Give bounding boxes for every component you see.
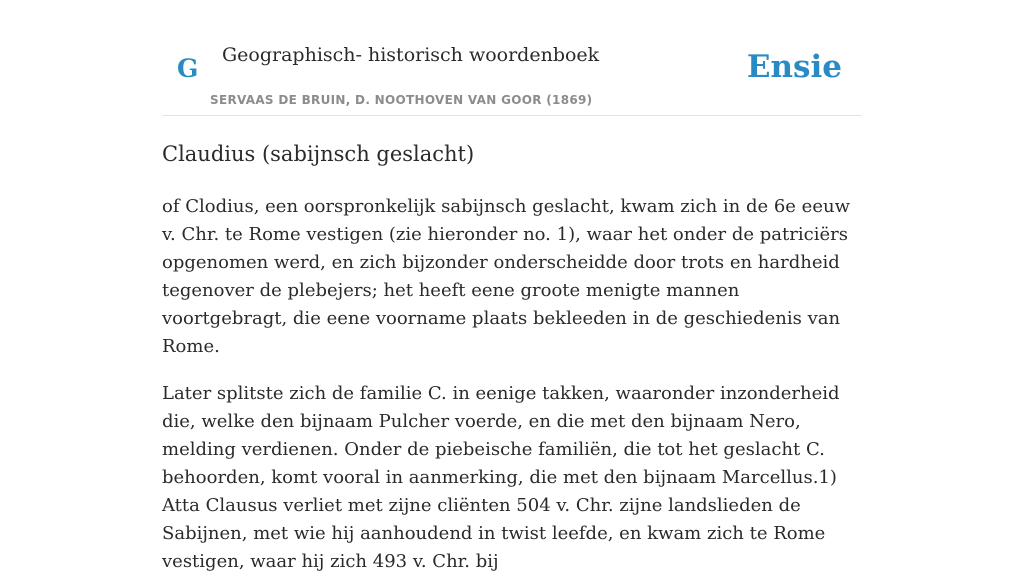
- book-author: SERVAAS DE BRUIN, D. NOOTHOVEN VAN GOOR (1869): [210, 93, 593, 107]
- book-logo-icon[interactable]: G: [177, 54, 199, 83]
- entry-title: Claudius (sabijnsch geslacht): [162, 142, 475, 166]
- ensie-logo-link[interactable]: Ensie: [746, 49, 842, 85]
- entry-paragraph-1: of Clodius, een oorspronkelijk sabijnsch geslacht, kwam zich in de 6e eeuw v. Chr. te Rome vestigen (zie hieronder no. 1), waar het onder de patriciërs opgenomen werd, en zich bijzonder onderscheidde door trots en hardheid tegenover de plebejers; het heeft eene groote menigte mannen voortgebragt, die eene voorname plaats bekleeden in de geschiedenis van Rome.: [162, 196, 850, 358]
- entry-paragraph-2: Later splitste zich de familie C. in eenige takken, waaronder inzonderheid die, welke den bijnaam Pulcher voerde, en die met den bijnaam Nero, melding verdienen. Onder de piebeische familiën, die tot het geslacht C. behoorden, komt vooral in aanmerking, die met den bijnaam Marcellus.1) Atta Clausus verliet met zijne cliënten 504 v. Chr. zijne landslieden de Sabijnen, met wie hij aanhoudend in twist leefde, en kwam zich te Rome vestigen, waar hij zich 493 v. Chr. bij: [162, 383, 840, 573]
- page: [162, 0, 862, 576]
- entry-body: [162, 193, 862, 576]
- book-header: [162, 0, 862, 116]
- book-title-link[interactable]: Geographisch- historisch woordenboek: [222, 44, 600, 66]
